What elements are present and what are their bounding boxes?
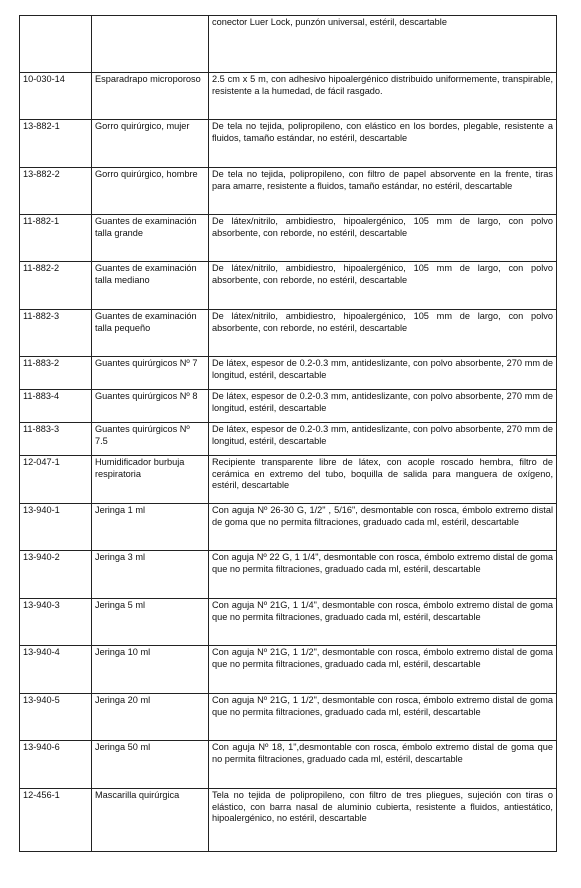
- item-description-cell: Con aguja Nº 22 G, 1 1/4", desmontable con rosca, émbolo extremo distal de goma que no permita filtraciones, graduado cada ml, estéril, descartable: [209, 551, 557, 599]
- item-description-cell: De látex, espesor de 0.2-0.3 mm, antideslizante, con polvo absorbente, 270 mm de longitud, estéril, descartable: [209, 423, 557, 456]
- item-code-cell: 11-883-3: [20, 423, 92, 456]
- item-name-cell: Jeringa 50 ml: [92, 741, 209, 789]
- item-description-cell: conector Luer Lock, punzón universal, estéril, descartable: [209, 16, 557, 73]
- item-name-cell: Guantes de examinación talla pequeño: [92, 310, 209, 357]
- table-row: [20, 789, 557, 852]
- table-row: [20, 599, 557, 646]
- item-description-cell: 2.5 cm x 5 m, con adhesivo hipoalergénico distribuido uniformemente, transpirable, resistente a la humedad, de fácil rasgado.: [209, 73, 557, 120]
- item-code-cell: 11-883-4: [20, 390, 92, 423]
- table-row: [20, 262, 557, 310]
- item-description-cell: De tela no tejida, polipropileno, con filtro de papel absorvente en la frente, tiras para amarre, resistente a fluidos, tamaño estándar, no estéril, descartable: [209, 168, 557, 215]
- item-code-cell: 13-940-6: [20, 741, 92, 789]
- item-name-cell: Gorro quirúrgico, hombre: [92, 168, 209, 215]
- item-description-cell: Con aguja Nº 21G, 1 1/2", desmontable con rosca, émbolo extremo distal de goma que no permita filtraciones, graduado cada ml, estéril, descartable: [209, 694, 557, 741]
- item-code-cell: 13-940-2: [20, 551, 92, 599]
- item-description-cell: De látex, espesor de 0.2-0.3 mm, antideslizante, con polvo absorbente, 270 mm de longitud, estéril, descartable: [209, 390, 557, 423]
- item-name-cell: Guantes de examinación talla grande: [92, 215, 209, 262]
- item-code-cell: 12-047-1: [20, 456, 92, 504]
- item-name-cell: Jeringa 3 ml: [92, 551, 209, 599]
- item-code-cell: 13-882-1: [20, 120, 92, 168]
- table-row: [20, 741, 557, 789]
- table-row: [20, 504, 557, 551]
- item-description-cell: De látex/nitrilo, ambidiestro, hipoalergénico, 105 mm de largo, con polvo absorbente, con reborde, no estéril, descartable: [209, 262, 557, 310]
- supplies-table: [19, 15, 557, 852]
- item-name-cell: Esparadrapo microporoso: [92, 73, 209, 120]
- item-description-cell: De tela no tejida, polipropileno, con elástico en los bordes, plegable, resistente a fluidos, tamaño estándar, no estéril, descartable: [209, 120, 557, 168]
- item-name-cell: Jeringa 10 ml: [92, 646, 209, 694]
- table-row: [20, 16, 557, 73]
- item-code-cell: 13-940-5: [20, 694, 92, 741]
- item-code-cell: 13-940-1: [20, 504, 92, 551]
- item-code-cell: 12-456-1: [20, 789, 92, 852]
- table-row: [20, 390, 557, 423]
- item-description-cell: De látex/nitrilo, ambidiestro, hipoalergénico, 105 mm de largo, con polvo absorbente, con reborde, no estéril, descartable: [209, 215, 557, 262]
- item-name-cell: Guantes quirúrgicos Nº 7: [92, 357, 209, 390]
- table-row: [20, 215, 557, 262]
- item-code-cell: 10-030-14: [20, 73, 92, 120]
- table-row: [20, 120, 557, 168]
- item-description-cell: Con aguja Nº 21G, 1 1/2", desmontable con rosca, émbolo extremo distal de goma que no permita filtraciones, graduado cada ml, estéril, descartable: [209, 646, 557, 694]
- table-row: [20, 694, 557, 741]
- supplies-table-body: [20, 16, 557, 852]
- table-row: [20, 423, 557, 456]
- item-name-cell: Guantes quirúrgicos Nº 8: [92, 390, 209, 423]
- item-code-cell: [20, 16, 92, 73]
- item-description-cell: Recipiente transparente libre de látex, con acople roscado hembra, filtro de cerámica en extremo del tubo, boquilla de salida para manguera de oxígeno, estéril, descartable: [209, 456, 557, 504]
- item-code-cell: 11-882-1: [20, 215, 92, 262]
- item-name-cell: [92, 16, 209, 73]
- table-row: [20, 456, 557, 504]
- table-row: [20, 310, 557, 357]
- item-name-cell: Gorro quirúrgico, mujer: [92, 120, 209, 168]
- table-row: [20, 646, 557, 694]
- item-name-cell: Mascarilla quirúrgica: [92, 789, 209, 852]
- item-name-cell: Humidificador burbuja respiratoria: [92, 456, 209, 504]
- item-description-cell: De látex/nitrilo, ambidiestro, hipoalergénico, 105 mm de largo, con polvo absorbente, con reborde, no estéril, descartable: [209, 310, 557, 357]
- item-description-cell: De látex, espesor de 0.2-0.3 mm, antideslizante, con polvo absorbente, 270 mm de longitud, estéril, descartable: [209, 357, 557, 390]
- item-name-cell: Jeringa 20 ml: [92, 694, 209, 741]
- item-name-cell: Guantes de examinación talla mediano: [92, 262, 209, 310]
- table-row: [20, 168, 557, 215]
- item-name-cell: Jeringa 5 ml: [92, 599, 209, 646]
- item-description-cell: Con aguja Nº 26-30 G, 1/2" , 5/16", desmontable con rosca, émbolo extremo distal de goma que no permita filtraciones, graduado cada ml, estéril, descartable: [209, 504, 557, 551]
- item-code-cell: 11-883-2: [20, 357, 92, 390]
- item-code-cell: 11-882-2: [20, 262, 92, 310]
- item-code-cell: 13-940-4: [20, 646, 92, 694]
- table-row: [20, 551, 557, 599]
- item-name-cell: Guantes quirúrgicos Nº 7.5: [92, 423, 209, 456]
- item-description-cell: Con aguja Nº 18, 1",desmontable con rosca, émbolo extremo distal de goma que no permita filtraciones, graduado cada ml, estéril, descartable: [209, 741, 557, 789]
- item-code-cell: 13-940-3: [20, 599, 92, 646]
- table-row: [20, 357, 557, 390]
- item-description-cell: Tela no tejida de polipropileno, con filtro de tres pliegues, sujeción con tiras o elástico, con barra nasal de aluminio cubierta, resistente a fluidos, antiestático, hipoalergénico, no estéril, descartable: [209, 789, 557, 852]
- item-code-cell: 11-882-3: [20, 310, 92, 357]
- item-description-cell: Con aguja Nº 21G, 1 1/4", desmontable con rosca, émbolo extremo distal de goma que no permita filtraciones, graduado cada ml, estéril, descartable: [209, 599, 557, 646]
- item-name-cell: Jeringa 1 ml: [92, 504, 209, 551]
- table-row: [20, 73, 557, 120]
- item-code-cell: 13-882-2: [20, 168, 92, 215]
